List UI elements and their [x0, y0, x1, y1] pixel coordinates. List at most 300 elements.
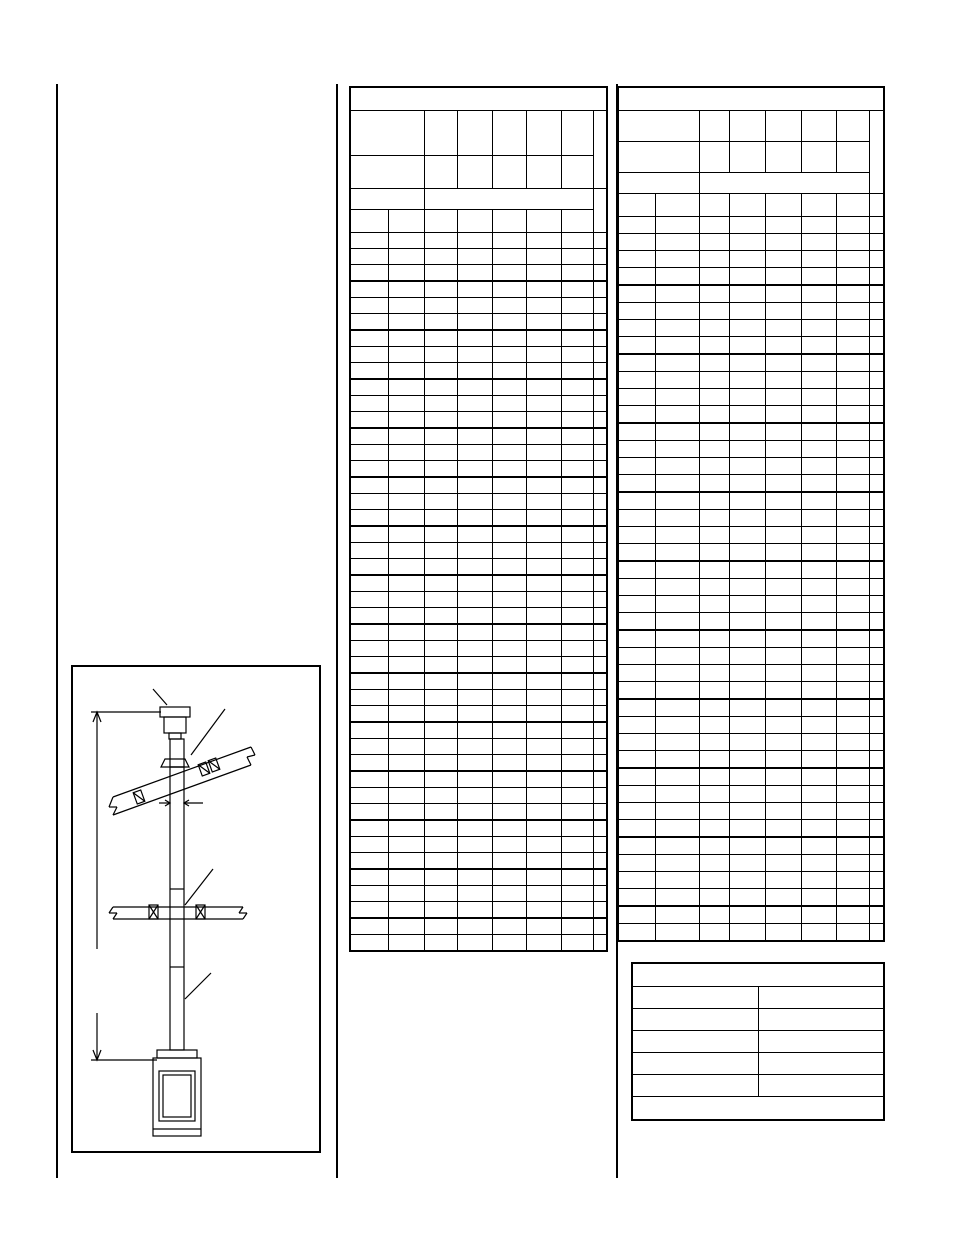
table-cell — [457, 477, 492, 494]
table-cell — [424, 608, 457, 625]
table-cell — [655, 924, 699, 942]
table-cell — [618, 441, 655, 458]
table-cell — [729, 389, 765, 406]
table-row — [618, 579, 884, 596]
table-cell — [388, 412, 424, 429]
table-cell — [729, 303, 765, 320]
table-cell — [801, 889, 836, 907]
table-cell — [699, 872, 729, 889]
table-cell — [526, 673, 561, 690]
table-cell — [388, 233, 424, 249]
table-cell — [388, 477, 424, 494]
table-cell — [350, 837, 388, 853]
table-cell — [801, 303, 836, 320]
table-cell — [699, 596, 729, 613]
table-cell — [424, 559, 457, 576]
table-cell — [765, 786, 801, 803]
table-cell — [350, 477, 388, 494]
table-cell — [561, 853, 593, 870]
table-cell — [526, 281, 561, 298]
table-cell — [388, 706, 424, 723]
table-cell — [869, 354, 884, 372]
table-cell — [869, 285, 884, 303]
table-cell — [801, 717, 836, 734]
table-cell — [457, 543, 492, 559]
table-cell — [457, 918, 492, 935]
table-cell — [457, 886, 492, 902]
table-cell — [526, 396, 561, 412]
table-cell — [350, 804, 388, 821]
table-cell — [655, 699, 699, 717]
table-cell — [350, 494, 388, 510]
appliance-collar — [157, 1050, 197, 1058]
table-cell — [869, 803, 884, 820]
table-row — [618, 423, 884, 441]
table-cell — [424, 755, 457, 772]
table-cell — [765, 906, 801, 924]
table-cell — [765, 579, 801, 596]
table-cell — [655, 423, 699, 441]
table-cell — [655, 544, 699, 562]
table-cell — [618, 768, 655, 786]
table-cell — [526, 330, 561, 347]
table-row — [618, 768, 884, 786]
table-cell — [593, 347, 607, 363]
table-cell — [388, 298, 424, 314]
table-cell — [729, 751, 765, 769]
table-row — [350, 314, 607, 331]
table-cell — [655, 510, 699, 527]
table-cell — [593, 298, 607, 314]
table-cell — [836, 527, 869, 544]
table-cell — [457, 461, 492, 478]
table-row — [350, 281, 607, 298]
table-cell — [801, 699, 836, 717]
table-cell — [388, 445, 424, 461]
table-row — [618, 699, 884, 717]
table-cell — [388, 739, 424, 755]
table-cell — [457, 853, 492, 870]
table-row — [618, 924, 884, 942]
table-cell — [388, 379, 424, 396]
table-cell — [492, 510, 526, 527]
table-cell — [801, 751, 836, 769]
table-cell — [492, 624, 526, 641]
table-cell — [593, 624, 607, 641]
table-cell — [561, 739, 593, 755]
table-row — [618, 303, 884, 320]
table-row — [350, 592, 607, 608]
table-cell — [492, 526, 526, 543]
table-cell — [836, 837, 869, 855]
table-cell — [699, 630, 729, 648]
table-cell — [836, 768, 869, 786]
table-row — [350, 412, 607, 429]
table-cell — [388, 771, 424, 788]
table-cell — [388, 265, 424, 282]
table-cell — [765, 285, 801, 303]
table-cell — [593, 526, 607, 543]
table-cell — [729, 889, 765, 907]
table-cell — [618, 544, 655, 562]
table-cell — [424, 477, 457, 494]
table-cell — [699, 682, 729, 700]
table-row — [618, 217, 884, 234]
table-cell — [492, 673, 526, 690]
table-cell — [655, 475, 699, 493]
table-cell — [388, 820, 424, 837]
table-cell — [618, 475, 655, 493]
table-cell — [729, 924, 765, 942]
table-cell — [869, 682, 884, 700]
table-cell — [836, 820, 869, 838]
table-cell — [836, 234, 869, 251]
table-cell — [561, 314, 593, 331]
table-cell — [729, 579, 765, 596]
table-cell — [561, 559, 593, 576]
table-cell — [350, 624, 388, 641]
table-cell — [561, 837, 593, 853]
table-cell — [801, 561, 836, 579]
table-cell — [655, 872, 699, 889]
table-cell — [561, 363, 593, 380]
table-cell — [618, 458, 655, 475]
table-cell — [869, 855, 884, 872]
table-cell — [632, 1053, 758, 1075]
table-cell — [729, 734, 765, 751]
table-cell — [801, 665, 836, 682]
table-cell — [765, 613, 801, 631]
table-row — [350, 869, 607, 886]
table-cell — [765, 751, 801, 769]
table-cell — [765, 337, 801, 355]
table-cell — [729, 217, 765, 234]
table-cell — [836, 648, 869, 665]
table-cell — [457, 330, 492, 347]
table-cell — [561, 706, 593, 723]
table-cell — [765, 872, 801, 889]
table-cell — [765, 458, 801, 475]
table-cell — [492, 379, 526, 396]
table-cell — [457, 608, 492, 625]
table-cell — [801, 285, 836, 303]
table-cell — [492, 690, 526, 706]
table-cell — [492, 347, 526, 363]
table-row — [350, 363, 607, 380]
table-cell — [593, 559, 607, 576]
table-cell — [492, 575, 526, 592]
table-cell — [618, 217, 655, 234]
table-cell — [350, 755, 388, 772]
table-cell — [424, 624, 457, 641]
table-cell — [492, 722, 526, 739]
table-cell — [492, 477, 526, 494]
table-cell — [655, 837, 699, 855]
table-cell — [655, 217, 699, 234]
table-cell — [561, 690, 593, 706]
table-cell — [699, 768, 729, 786]
table-cell — [729, 786, 765, 803]
table-cell — [526, 428, 561, 445]
table-row — [618, 544, 884, 562]
summary-table-footnote — [632, 1097, 884, 1121]
table-cell — [424, 641, 457, 657]
table-cell — [526, 575, 561, 592]
table-cell — [492, 298, 526, 314]
table-cell — [492, 592, 526, 608]
table-cell — [801, 354, 836, 372]
table-cell — [699, 924, 729, 942]
table-row — [618, 372, 884, 389]
table-cell — [593, 510, 607, 527]
table-cell — [729, 544, 765, 562]
table-cell — [699, 803, 729, 820]
table-cell — [388, 559, 424, 576]
table-cell — [526, 935, 561, 952]
table-cell — [388, 755, 424, 772]
table-cell — [655, 648, 699, 665]
table-cell — [869, 717, 884, 734]
table-cell — [350, 608, 388, 625]
table-row — [350, 918, 607, 935]
table-cell — [350, 445, 388, 461]
table-cell — [765, 217, 801, 234]
table-cell — [869, 217, 884, 234]
table-cell — [765, 389, 801, 406]
table-cell — [350, 298, 388, 314]
table-row — [618, 872, 884, 889]
table-cell — [526, 298, 561, 314]
table-cell — [765, 855, 801, 872]
table-cell — [350, 412, 388, 429]
table-row — [618, 717, 884, 734]
table-cell — [699, 837, 729, 855]
table-cell — [424, 706, 457, 723]
table-cell — [561, 755, 593, 772]
table-cell — [655, 372, 699, 389]
table-title — [618, 87, 884, 111]
table-cell — [655, 337, 699, 355]
table-cell — [836, 544, 869, 562]
table-cell — [593, 755, 607, 772]
table-row — [618, 855, 884, 872]
table-cell — [618, 820, 655, 838]
table-cell — [618, 389, 655, 406]
table-row — [350, 771, 607, 788]
table-cell — [424, 461, 457, 478]
table-cell — [729, 682, 765, 700]
table-row — [350, 298, 607, 314]
venting-table-left — [349, 86, 608, 952]
table-cell — [655, 786, 699, 803]
table-cell — [561, 657, 593, 674]
table-cell — [729, 872, 765, 889]
table-cell — [492, 820, 526, 837]
table-cell — [729, 648, 765, 665]
table-cell — [457, 265, 492, 282]
table-cell — [869, 699, 884, 717]
table-cell — [729, 268, 765, 286]
table-row — [350, 396, 607, 412]
table-cell — [561, 298, 593, 314]
table-cell — [492, 559, 526, 576]
table-cell — [729, 492, 765, 510]
table-cell — [388, 526, 424, 543]
table-row — [618, 389, 884, 406]
table-cell — [526, 706, 561, 723]
table-cell — [457, 298, 492, 314]
table-cell — [593, 249, 607, 265]
table-cell — [655, 768, 699, 786]
table-cell — [526, 853, 561, 870]
table-cell — [801, 268, 836, 286]
table-cell — [388, 788, 424, 804]
table-cell — [655, 717, 699, 734]
table-cell — [801, 337, 836, 355]
table-cell — [801, 251, 836, 268]
table-row — [350, 379, 607, 396]
table-cell — [350, 510, 388, 527]
table-cell — [492, 412, 526, 429]
table-cell — [593, 869, 607, 886]
vent-pipe — [170, 767, 184, 1050]
table-cell — [526, 804, 561, 821]
table-cell — [526, 347, 561, 363]
table-cell — [424, 918, 457, 935]
table-cell — [655, 682, 699, 700]
table-cell — [561, 249, 593, 265]
table-cell — [561, 869, 593, 886]
table-cell — [836, 872, 869, 889]
table-row — [618, 837, 884, 855]
table-cell — [457, 935, 492, 952]
table-cell — [561, 461, 593, 478]
table-cell — [593, 853, 607, 870]
table-cell — [869, 337, 884, 355]
table-cell — [618, 613, 655, 631]
table-cell — [350, 281, 388, 298]
table-row — [350, 739, 607, 755]
table-cell — [655, 665, 699, 682]
table-cell — [457, 510, 492, 527]
table-cell — [492, 706, 526, 723]
table-cell — [729, 475, 765, 493]
table-cell — [618, 337, 655, 355]
table-cell — [618, 837, 655, 855]
table-cell — [350, 722, 388, 739]
table-cell — [836, 337, 869, 355]
table-cell — [593, 265, 607, 282]
table-cell — [388, 461, 424, 478]
table-row — [350, 526, 607, 543]
table-cell — [561, 935, 593, 952]
table-cell — [618, 924, 655, 942]
table-cell — [758, 1075, 884, 1097]
table-cell — [618, 423, 655, 441]
table-cell — [869, 320, 884, 337]
vent-pipe-top — [170, 739, 184, 767]
table-cell — [765, 648, 801, 665]
table-cell — [593, 673, 607, 690]
table-cell — [457, 363, 492, 380]
table-cell — [424, 837, 457, 853]
table-cell — [699, 699, 729, 717]
table-cell — [655, 630, 699, 648]
table-cell — [593, 461, 607, 478]
table-cell — [526, 657, 561, 674]
table-cell — [492, 869, 526, 886]
table-cell — [424, 771, 457, 788]
table-cell — [561, 477, 593, 494]
table-row — [350, 722, 607, 739]
table-cell — [492, 233, 526, 249]
table-row — [350, 837, 607, 853]
table-cell — [699, 389, 729, 406]
table-row — [350, 788, 607, 804]
table-cell — [869, 648, 884, 665]
table-cell — [593, 657, 607, 674]
table-cell — [801, 406, 836, 424]
table-cell — [388, 510, 424, 527]
table-cell — [618, 872, 655, 889]
table-cell — [618, 682, 655, 700]
table-cell — [561, 641, 593, 657]
table-cell — [526, 494, 561, 510]
table-cell — [801, 544, 836, 562]
table-cell — [561, 624, 593, 641]
table-cell — [492, 902, 526, 919]
table-cell — [699, 406, 729, 424]
table-cell — [424, 869, 457, 886]
table-cell — [593, 477, 607, 494]
table-cell — [457, 233, 492, 249]
table-cell — [618, 665, 655, 682]
table-cell — [765, 682, 801, 700]
summary-table-body — [632, 987, 884, 1097]
table-cell — [350, 347, 388, 363]
table-cell — [618, 234, 655, 251]
table-cell — [424, 379, 457, 396]
table-cell — [424, 249, 457, 265]
table-row — [618, 648, 884, 665]
table-cell — [836, 217, 869, 234]
table-cell — [765, 889, 801, 907]
table-cell — [765, 544, 801, 562]
table-cell — [526, 722, 561, 739]
table-cell — [765, 699, 801, 717]
table-cell — [765, 492, 801, 510]
table-cell — [618, 320, 655, 337]
table-cell — [869, 751, 884, 769]
table-row — [350, 461, 607, 478]
table-row — [350, 575, 607, 592]
table-cell — [765, 303, 801, 320]
table-row — [618, 734, 884, 751]
table-row — [350, 657, 607, 674]
table-cell — [457, 281, 492, 298]
table-cell — [699, 820, 729, 838]
table-cell — [561, 233, 593, 249]
table-row — [350, 690, 607, 706]
table-cell — [618, 510, 655, 527]
table-cell — [593, 935, 607, 952]
table-cell — [729, 458, 765, 475]
table-cell — [801, 613, 836, 631]
table-cell — [699, 906, 729, 924]
table-cell — [869, 492, 884, 510]
table-cell — [801, 510, 836, 527]
table-cell — [801, 389, 836, 406]
